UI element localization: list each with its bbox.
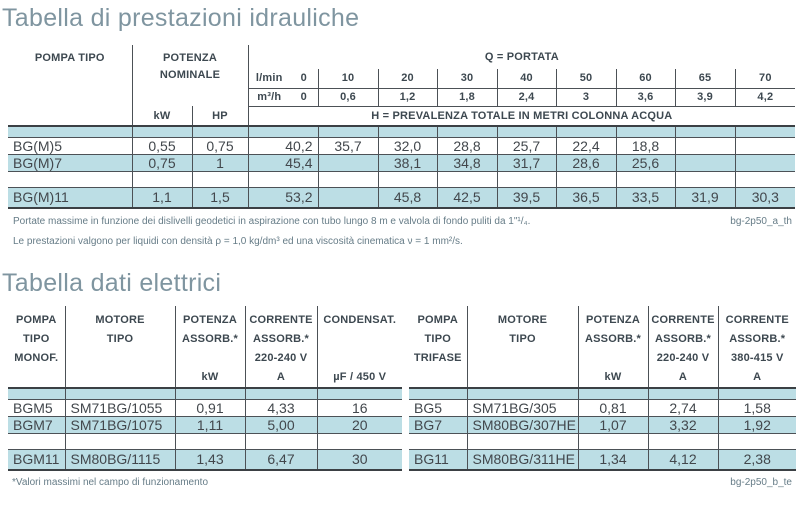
table-row <box>409 399 796 416</box>
header-line: TIPO <box>424 333 451 345</box>
table-cell <box>175 433 245 449</box>
table-cell <box>497 126 556 137</box>
table-cell: 31,7 <box>497 154 556 171</box>
table-cell <box>675 126 735 137</box>
table-cell: SM80BG/311HE <box>467 449 578 470</box>
empty-row <box>8 171 795 187</box>
header-pompa-tipo-trifase <box>409 306 467 388</box>
table-cell <box>318 171 378 187</box>
header-lmin-value: 50 <box>556 69 616 88</box>
header-m3h-value: 0 <box>290 88 318 106</box>
table-cell: 25,6 <box>616 154 675 171</box>
table-cell: 2,38 <box>718 449 796 470</box>
electric-doc-code: bg-2p50_b_te <box>730 477 792 488</box>
table-cell: BGM7 <box>8 416 65 433</box>
table-cell: 0,81 <box>578 399 648 416</box>
table-cell: 16 <box>317 399 402 416</box>
header-m3h-value: 3,6 <box>616 88 675 106</box>
table-cell: SM71BG/1055 <box>65 399 175 416</box>
header-line: POMPA <box>417 314 459 326</box>
header-line: µF / 450 V <box>333 371 387 383</box>
header-line <box>66 349 175 368</box>
table-cell <box>735 171 795 187</box>
table-row <box>8 137 795 154</box>
table-cell <box>317 433 402 449</box>
header-lmin-value: 60 <box>616 69 675 88</box>
table-cell: 1,5 <box>192 187 248 208</box>
table-cell: 1 <box>192 154 248 171</box>
electric-monofase-header-row <box>8 306 402 388</box>
table-row <box>8 399 402 416</box>
header-motore-tipo <box>467 306 578 388</box>
table-cell <box>616 126 675 137</box>
table-cell <box>248 126 318 137</box>
table-cell <box>132 126 192 137</box>
header-pompa-tipo: POMPA TIPO <box>8 45 132 126</box>
table-cell <box>409 433 467 449</box>
table-cell: 40,2 <box>248 137 318 154</box>
header-corrente-assorbita-380 <box>718 306 796 388</box>
table-cell: 53,2 <box>248 187 318 208</box>
header-line: TIPO <box>106 333 134 345</box>
header-potenza-nominale <box>132 45 248 106</box>
spacer-row <box>409 388 796 399</box>
table-cell: 30 <box>317 449 402 470</box>
header-lmin-value: 70 <box>735 69 795 88</box>
table-cell: 35,7 <box>318 137 378 154</box>
header-line: 380-415 V <box>730 352 784 364</box>
header-line: TIPO <box>23 333 50 345</box>
table-cell <box>192 126 248 137</box>
electric-tables <box>8 306 792 471</box>
table-cell <box>378 126 437 137</box>
hydraulic-section-title: Tabella di prestazioni idrauliche <box>2 4 360 32</box>
header-line: 220-240 V <box>656 352 710 364</box>
table-cell: BG(M)11 <box>8 187 132 208</box>
header-corrente-assorbita-220 <box>648 306 718 388</box>
header-motore-tipo <box>65 306 175 388</box>
header-pompa-tipo-monof <box>8 306 65 388</box>
table-cell <box>675 171 735 187</box>
table-cell <box>245 388 317 399</box>
header-line <box>468 368 578 387</box>
table-cell: 28,8 <box>437 137 497 154</box>
table-cell <box>718 388 796 399</box>
header-kw-unit: kW <box>132 106 192 126</box>
table-cell <box>248 171 318 187</box>
table-cell <box>578 388 648 399</box>
table-cell: 0,55 <box>132 137 192 154</box>
table-cell: 0,75 <box>192 137 248 154</box>
header-hp-unit: HP <box>192 106 248 126</box>
table-cell: 39,5 <box>497 187 556 208</box>
header-lmin-value: 20 <box>378 69 437 88</box>
table-cell <box>318 187 378 208</box>
header-line: kW <box>201 371 219 383</box>
table-row <box>8 416 402 433</box>
hydraulic-table-body <box>8 126 795 208</box>
header-lmin-value: 40 <box>497 69 556 88</box>
table-cell: 4,33 <box>245 399 317 416</box>
header-line: A <box>276 371 286 383</box>
header-m3h-value: 3 <box>556 88 616 106</box>
header-line: CORRENTE <box>249 314 313 326</box>
table-cell <box>318 126 378 137</box>
table-cell: 38,1 <box>378 154 437 171</box>
spacer-row <box>8 126 795 137</box>
header-m3h-value: 1,8 <box>437 88 497 106</box>
table-cell: SM80BG/1115 <box>65 449 175 470</box>
header-line: ASSORB.* <box>729 333 786 345</box>
table-cell <box>675 137 735 154</box>
table-cell: 20 <box>317 416 402 433</box>
header-lmin-value: 65 <box>675 69 735 88</box>
header-m3h-label: m³/h <box>248 88 290 106</box>
header-condensatore <box>317 306 402 388</box>
table-cell <box>616 171 675 187</box>
table-cell: 3,32 <box>648 416 718 433</box>
header-line <box>318 330 403 349</box>
table-cell: 0,91 <box>175 399 245 416</box>
table-row <box>409 416 796 433</box>
table-cell: 1,07 <box>578 416 648 433</box>
table-cell: 1,11 <box>175 416 245 433</box>
table-cell: 32,0 <box>378 137 437 154</box>
header-q-portata: Q = PORTATA <box>484 51 559 63</box>
header-line: TRIFASE <box>413 352 462 364</box>
header-line <box>176 349 245 368</box>
table-cell: 5,00 <box>245 416 317 433</box>
table-cell <box>556 126 616 137</box>
table-cell <box>8 171 132 187</box>
table-cell <box>578 433 648 449</box>
header-line <box>66 368 175 387</box>
header-line: A <box>678 371 688 383</box>
electric-monofase-table <box>8 306 402 471</box>
header-corrente-assorbita-220 <box>245 306 317 388</box>
header-line: ASSORB.* <box>182 333 238 345</box>
electric-footnote-row <box>8 477 792 488</box>
table-cell <box>318 154 378 171</box>
table-cell: SM71BG/1075 <box>65 416 175 433</box>
table-cell: 2,74 <box>648 399 718 416</box>
header-line: CONDENSAT. <box>323 314 397 326</box>
table-cell: 31,9 <box>675 187 735 208</box>
table-cell: 0,75 <box>132 154 192 171</box>
table-cell: 25,7 <box>497 137 556 154</box>
electric-trifase-header-row <box>409 306 796 388</box>
header-line: 220-240 V <box>254 352 308 364</box>
header-line: A <box>753 371 762 383</box>
table-cell <box>735 154 795 171</box>
header-m3h-value: 0,6 <box>318 88 378 106</box>
electric-monofase-body <box>8 388 402 470</box>
hydraulic-footnote-1: Portate massime in funzione dei dislivelli geodetici in aspirazione con tubo lungo 8 m e valvola di fondo puliti da 1"¹/₄. <box>13 216 531 227</box>
table-cell: 34,8 <box>437 154 497 171</box>
table-cell: 6,47 <box>245 449 317 470</box>
electric-trifase-body <box>409 388 796 470</box>
table-cell <box>409 388 467 399</box>
header-line: CORRENTE <box>725 314 789 326</box>
table-cell: BG11 <box>409 449 467 470</box>
table-cell <box>718 433 796 449</box>
table-cell <box>648 433 718 449</box>
empty-row <box>8 433 402 449</box>
header-line: ASSORB.* <box>585 333 641 345</box>
table-row <box>8 154 795 171</box>
header-line: MOTORE <box>497 314 548 326</box>
header-line: POMPA <box>15 314 57 326</box>
header-potenza-assorbita <box>175 306 245 388</box>
table-cell: 1,92 <box>718 416 796 433</box>
table-cell <box>175 388 245 399</box>
table-cell: BGM11 <box>8 449 65 470</box>
table-cell: 42,5 <box>437 187 497 208</box>
table-cell: 28,6 <box>556 154 616 171</box>
header-line <box>318 349 403 368</box>
hydraulic-footnote-row <box>8 216 792 227</box>
table-cell: 1,1 <box>132 187 192 208</box>
table-cell <box>556 171 616 187</box>
table-cell: BGM5 <box>8 399 65 416</box>
electric-section-title: Tabella dati elettrici <box>2 269 222 297</box>
electric-trifase-table <box>409 306 796 471</box>
header-line <box>409 368 467 387</box>
header-potenza-line2: NOMINALE <box>159 69 221 81</box>
table-cell <box>8 433 65 449</box>
hydraulic-footnote-2: Le prestazioni valgono per liquidi con densità ρ = 1,0 kg/dm³ ed una viscosità cinematica ν = 1 mm²/s. <box>13 236 463 247</box>
hydraulic-table <box>8 45 795 209</box>
table-cell: 33,5 <box>616 187 675 208</box>
table-cell: 1,34 <box>578 449 648 470</box>
header-m3h-value: 3,9 <box>675 88 735 106</box>
table-cell <box>675 154 735 171</box>
header-lmin-value: 10 <box>318 69 378 88</box>
header-line: POTENZA <box>586 314 640 326</box>
table-cell: 45,4 <box>248 154 318 171</box>
header-line: ASSORB.* <box>655 333 711 345</box>
table-cell <box>378 171 437 187</box>
table-cell: 30,3 <box>735 187 795 208</box>
table-cell <box>192 171 248 187</box>
header-line: kW <box>604 371 622 383</box>
header-line: MOTORE <box>95 314 145 326</box>
table-cell: 22,4 <box>556 137 616 154</box>
header-m3h-value: 4,2 <box>735 88 795 106</box>
table-row <box>8 449 402 470</box>
table-cell <box>437 126 497 137</box>
table-cell <box>735 126 795 137</box>
header-m3h-value: 1,2 <box>378 88 437 106</box>
table-cell: SM80BG/307HE <box>467 416 578 433</box>
table-cell <box>317 388 402 399</box>
header-line: MONOF. <box>14 352 59 364</box>
table-cell: 18,8 <box>616 137 675 154</box>
header-line: ASSORB.* <box>253 333 309 345</box>
header-line <box>8 368 65 387</box>
header-h-prevalenza: H = PREVALENZA TOTALE IN METRI COLONNA ACQUA <box>248 106 795 126</box>
table-cell <box>437 171 497 187</box>
electric-footnote: *Valori massimi nel campo di funzionamento <box>12 477 209 488</box>
table-cell <box>8 126 132 137</box>
table-cell: BG(M)5 <box>8 137 132 154</box>
table-cell <box>648 388 718 399</box>
table-cell <box>132 171 192 187</box>
table-row <box>8 187 795 208</box>
header-lmin-value: 30 <box>437 69 497 88</box>
table-cell: 1,43 <box>175 449 245 470</box>
table-cell <box>735 137 795 154</box>
table-cell: 45,8 <box>378 187 437 208</box>
table-cell: BG(M)7 <box>8 154 132 171</box>
spacer-row <box>8 388 402 399</box>
header-lmin-value: 0 <box>290 69 318 88</box>
table-cell: 4,12 <box>648 449 718 470</box>
header-line <box>579 349 648 368</box>
hydraulic-doc-code: bg-2p50_a_th <box>730 216 792 227</box>
header-line: POTENZA <box>183 314 237 326</box>
table-cell: SM71BG/305 <box>467 399 578 416</box>
table-cell <box>467 433 578 449</box>
header-line: TIPO <box>509 333 536 345</box>
table-cell <box>467 388 578 399</box>
table-cell: BG7 <box>409 416 467 433</box>
table-cell <box>497 171 556 187</box>
header-line: CORRENTE <box>651 314 715 326</box>
header-lmin-label: l/min <box>248 69 290 88</box>
table-cell <box>245 433 317 449</box>
table-cell <box>65 388 175 399</box>
hydraulic-header-row-1 <box>8 45 795 69</box>
table-cell <box>65 433 175 449</box>
table-cell <box>8 388 65 399</box>
empty-row <box>409 433 796 449</box>
table-cell: BG5 <box>409 399 467 416</box>
table-cell: 1,58 <box>718 399 796 416</box>
header-potenza-line1: POTENZA <box>163 52 217 64</box>
header-m3h-value: 2,4 <box>497 88 556 106</box>
table-cell: 36,5 <box>556 187 616 208</box>
header-line <box>468 349 578 368</box>
table-row <box>409 449 796 470</box>
header-potenza-assorbita <box>578 306 648 388</box>
